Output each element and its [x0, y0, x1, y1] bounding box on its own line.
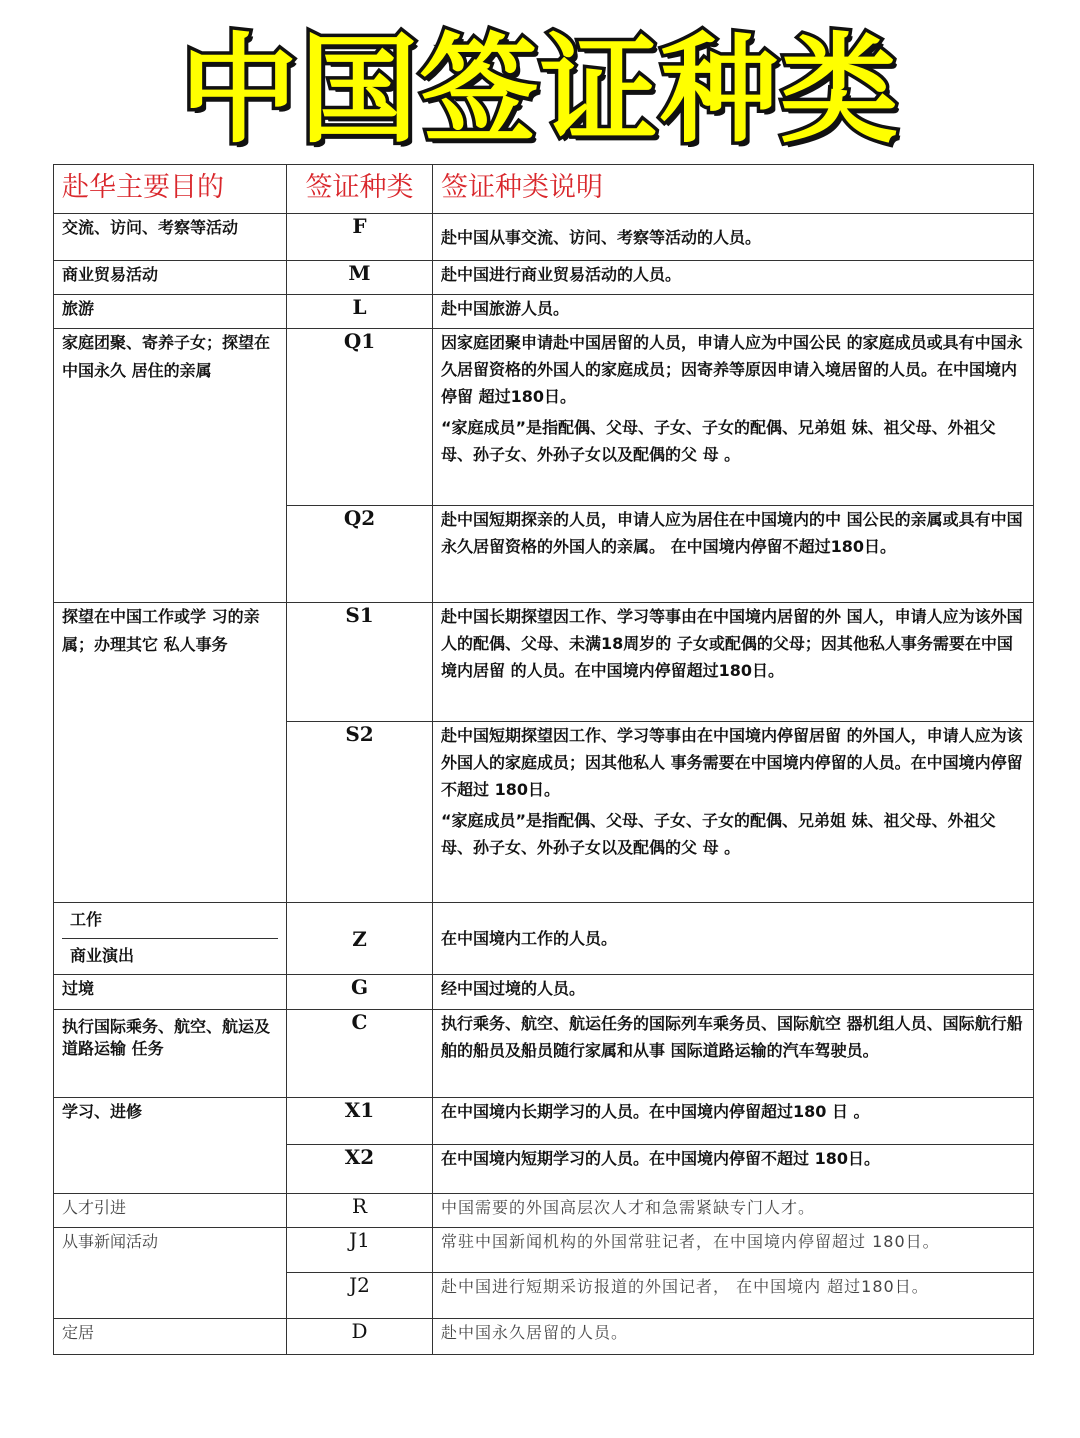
- table-row: [54, 1098, 1034, 1145]
- visa-types-table: [53, 164, 1034, 1355]
- table-header-row: [54, 165, 1034, 214]
- table-row: [54, 295, 1034, 329]
- visa-code-cell: Q2: [287, 506, 433, 603]
- description-cell: 在中国境内短期学习的人员。在中国境内停留不超过 180日。: [433, 1145, 1034, 1194]
- description-cell: 常驻中国新闻机构的外国常驻记者，在中国境内停留超过 180日。: [433, 1228, 1034, 1273]
- visa-code-cell: X2: [287, 1145, 433, 1194]
- visa-code-cell: Z: [287, 903, 433, 975]
- purpose-performance: 商业演出: [70, 946, 135, 965]
- description-cell: 在中国境内长期学习的人员。在中国境内停留超过180 日 。: [433, 1098, 1034, 1145]
- purpose-cell: 学习、进修: [54, 1098, 287, 1194]
- table-row: [54, 1010, 1034, 1098]
- purpose-cell: 商业贸易活动: [54, 261, 287, 295]
- visa-code-cell: D: [287, 1319, 433, 1355]
- description-cell: 经中国过境的人员。: [433, 975, 1034, 1010]
- visa-code-cell: R: [287, 1194, 433, 1228]
- visa-code-cell: L: [287, 295, 433, 329]
- visa-code-cell: X1: [287, 1098, 433, 1145]
- visa-code-cell: M: [287, 261, 433, 295]
- description-cell: 在中国境内工作的人员。: [433, 903, 1034, 975]
- description-cell: 赴中国长期探望因工作、学习等事由在中国境内居留的外 国人，申请人应为该外国人的配偶、父母、未满18周岁的 子女或配偶的父母；因其他私人事务需要在中国境内居留 的人员。在中国境内停留超过180日。: [433, 603, 1034, 722]
- visa-code-cell: F: [287, 214, 433, 261]
- table-row: [54, 261, 1034, 295]
- page-title: 中国签证种类: [179, 21, 900, 159]
- purpose-cell: 定居: [54, 1319, 287, 1355]
- description-note: “家庭成员”是指配偶、父母、子女、子女的配偶、兄弟姐 妹、祖父母、外祖父母、孙子女、外孙子女以及配偶的父 母 。: [441, 418, 996, 464]
- purpose-cell: 家庭团聚、寄养子女；探望在中国永久 居住的亲属: [54, 329, 287, 603]
- visa-code-cell: J1: [287, 1228, 433, 1273]
- header-visa-type: 签证种类: [287, 165, 433, 214]
- description-cell: [433, 722, 1034, 903]
- header-description: 签证种类说明: [433, 165, 1034, 214]
- purpose-cell: 人才引进: [54, 1194, 287, 1228]
- table-row: [54, 1319, 1034, 1355]
- description-paragraph: 赴中国短期探望因工作、学习等事由在中国境内停留居留 的外国人，申请人应为该外国人的家庭成员；因其他私人 事务需要在中国境内停留的人员。在中国境内停留不超过 180日。: [441, 726, 1023, 799]
- purpose-cell: 旅游: [54, 295, 287, 329]
- table-row: [54, 329, 1034, 506]
- table-row: [54, 975, 1034, 1010]
- description-cell: 执行乘务、航空、航运任务的国际列车乘务员、国际航空 器机组人员、国际航行船舶的船员及船员随行家属和从事 国际道路运输的汽车驾驶员。: [433, 1010, 1034, 1098]
- visa-code-cell: C: [287, 1010, 433, 1098]
- table-row: [54, 903, 1034, 975]
- description-cell: [433, 329, 1034, 506]
- purpose-cell: 交流、访问、考察等活动: [54, 214, 287, 261]
- visa-code-cell: S1: [287, 603, 433, 722]
- purpose-cell: [54, 903, 287, 975]
- visa-code-cell: G: [287, 975, 433, 1010]
- description-cell: 赴中国旅游人员。: [433, 295, 1034, 329]
- description-cell: 中国需要的外国高层次人才和急需紧缺专门人才。: [433, 1194, 1034, 1228]
- table-row: [54, 603, 1034, 722]
- purpose-cell: 执行国际乘务、航空、航运及道路运输 任务: [54, 1010, 287, 1098]
- visa-code-cell: J2: [287, 1273, 433, 1319]
- description-cell: 赴中国进行商业贸易活动的人员。: [433, 261, 1034, 295]
- table-row: [54, 1194, 1034, 1228]
- table-row: [54, 1228, 1034, 1273]
- description-paragraph: 因家庭团聚申请赴中国居留的人员，申请人应为中国公民 的家庭成员或具有中国永久居留资格的外国人的家庭成员；因寄养等原因申请入境居留的人员。在中国境内停留 超过180日。: [441, 333, 1023, 406]
- description-cell: 赴中国进行短期采访报道的外国记者， 在中国境内 超过180日。: [433, 1273, 1034, 1319]
- description-cell: 赴中国短期探亲的人员，申请人应为居住在中国境内的中 国公民的亲属或具有中国永久居留资格的外国人的亲属。 在中国境内停留不超过180日。: [433, 506, 1034, 603]
- description-cell: 赴中国从事交流、访问、考察等活动的人员。: [433, 214, 1034, 261]
- purpose-cell: 从事新闻活动: [54, 1228, 287, 1319]
- description-note: “家庭成员”是指配偶、父母、子女、子女的配偶、兄弟姐 妹、祖父母、外祖父母、孙子女、外孙子女以及配偶的父 母 。: [441, 811, 996, 857]
- visa-code-cell: S2: [287, 722, 433, 903]
- table-row: [54, 214, 1034, 261]
- visa-code-cell: Q1: [287, 329, 433, 506]
- header-purpose: 赴华主要目的: [54, 165, 287, 214]
- description-cell: 赴中国永久居留的人员。: [433, 1319, 1034, 1355]
- purpose-cell: 过境: [54, 975, 287, 1010]
- purpose-cell: 探望在中国工作或学 习的亲属；办理其它 私人事务: [54, 603, 287, 903]
- purpose-work: 工作: [62, 903, 278, 939]
